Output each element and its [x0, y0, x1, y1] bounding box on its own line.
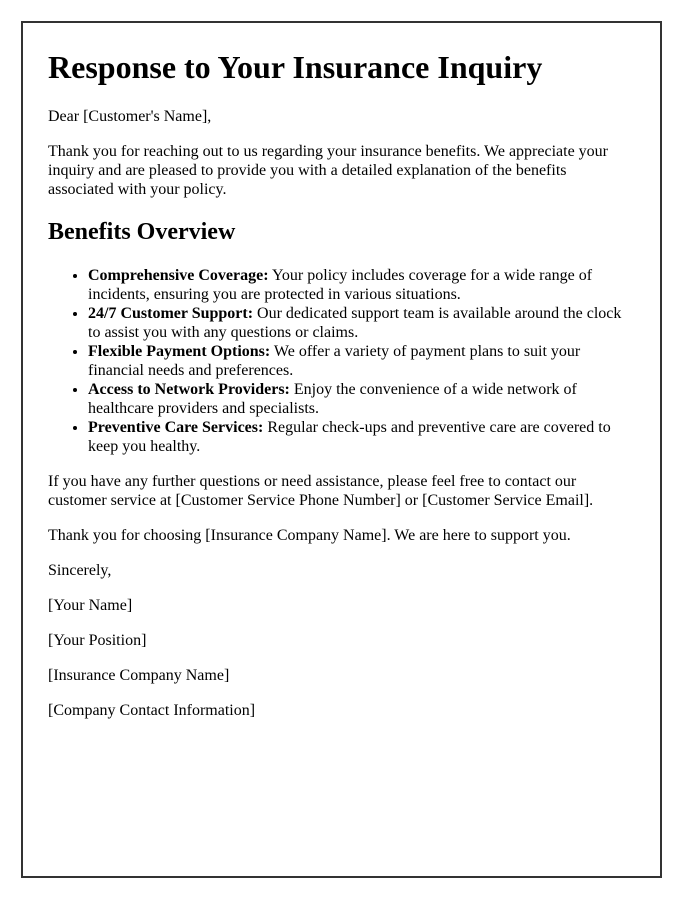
benefit-text: Enjoy the convenience of a wide network of healthcare providers and specialists.: [88, 380, 577, 417]
benefits-list: [48, 266, 635, 456]
closing: Sincerely,: [48, 561, 112, 579]
signature-position: [Your Position]: [48, 631, 147, 649]
page-title: Response to Your Insurance Inquiry: [48, 49, 543, 85]
benefit-item-customer-support: [88, 304, 635, 342]
benefit-text: Our dedicated support team is available around the clock to assist you with any questions or claims.: [88, 304, 622, 341]
benefit-item-preventive-care: [88, 418, 635, 456]
benefit-item-comprehensive-coverage: [88, 266, 635, 304]
benefit-label: Flexible Payment Options:: [88, 342, 271, 360]
benefit-text: We offer a variety of payment plans to suit your financial needs and preferences.: [88, 342, 581, 379]
benefit-text: Your policy includes coverage for a wide range of incidents, ensuring you are protected in various situations.: [88, 266, 593, 303]
signature-contact: [Company Contact Information]: [48, 702, 256, 720]
signature-company: [Insurance Company Name]: [48, 667, 230, 685]
benefit-label: 24/7 Customer Support:: [88, 304, 254, 322]
benefit-text: Regular check-ups and preventive care are covered to keep you healthy.: [88, 418, 611, 455]
benefit-label: Access to Network Providers:: [88, 380, 290, 398]
benefits-heading: Benefits Overview: [48, 218, 236, 245]
salutation: Dear [Customer's Name],: [48, 107, 212, 125]
benefit-item-payment-options: [88, 342, 635, 380]
contact-paragraph: If you have any further questions or need assistance, please feel free to contact our customer service at [Customer Service Phone Number] or [Customer Service Email].: [48, 472, 594, 509]
signature-name: [Your Name]: [48, 596, 133, 614]
thanks-paragraph: Thank you for choosing [Insurance Company Name]. We are here to support you.: [48, 526, 571, 544]
benefit-label: Comprehensive Coverage:: [88, 266, 269, 284]
intro-paragraph: Thank you for reaching out to us regarding your insurance benefits. We appreciate your inquiry and are pleased to provide you with a detailed explanation of the benefits associated with your policy.: [48, 142, 608, 198]
benefit-label: Preventive Care Services:: [88, 418, 264, 436]
letter-page: [21, 21, 662, 878]
benefit-item-network-providers: [88, 380, 635, 418]
